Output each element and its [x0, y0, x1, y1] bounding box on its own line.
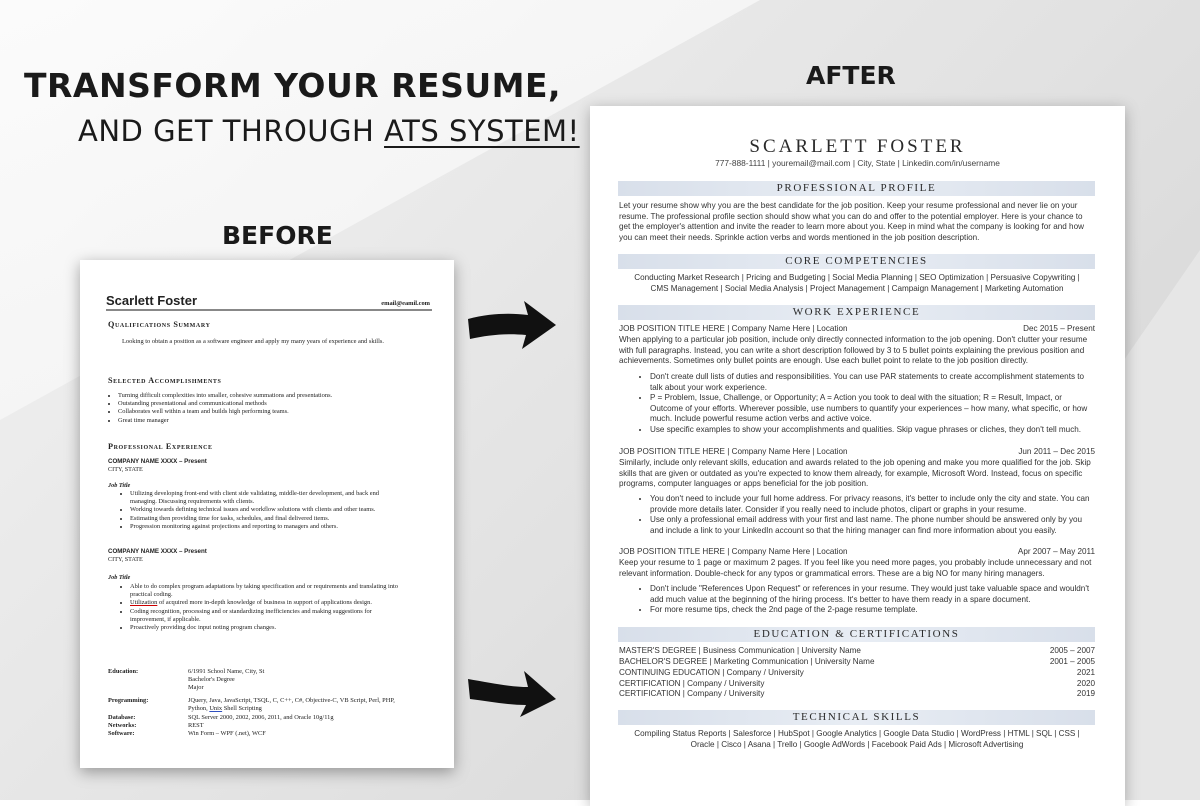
list-item: • Progression monitoring against projections and reporting to managers and others. [130, 523, 404, 531]
after-skills-heading: TECHNICAL SKILLS [618, 710, 1095, 725]
before-networks-row: Networks: REST [108, 722, 204, 729]
list-item: • Estimating then providing time for tasks, schedules, and final delivered items. [130, 515, 404, 523]
list-item: CERTIFICATION | Company / University 2020 [619, 679, 1095, 688]
list-item: MASTER'S DEGREE | Business Communication | University Name 2005 – 2007 [619, 646, 1095, 655]
list-item: • Utilization of acquired more in-depth knowledge of business in support of applications design. [130, 599, 404, 607]
after-label: AFTER [806, 61, 896, 90]
before-job2-bullets [116, 583, 404, 632]
list-item: • For more resume tips, check the 2nd page of the 2-page resume template. [650, 605, 1095, 616]
before-name: Scarlett Foster [106, 293, 198, 308]
before-job2-city: CITY, STATE [108, 556, 143, 563]
right-arrow-icon [466, 295, 558, 355]
headline-line2 [78, 114, 580, 148]
before-job1-city: CITY, STATE [108, 466, 143, 473]
before-programming-line2: Python, Unix Shell Scripting [188, 705, 262, 713]
list-item: • Use specific examples to show your accomplishments and qualities. Skip vague phrases or cliches, they don't tell much. [650, 425, 1095, 436]
after-job3-dates: Apr 2007 – May 2011 [1017, 547, 1095, 556]
list-item: • Don't include "References Upon Request" or references in your resume. They would just take valuable space and wouldn't add much value at the beginning of the hiring process. It's better to have them ready in a spare document. [650, 584, 1095, 605]
before-label: BEFORE [222, 221, 333, 250]
list-item: • Turning difficult complexities into smaller, cohesive summations and presentations. [118, 392, 414, 400]
after-competencies-line2: CMS Management | Social Media Analysis | Project Management | Campaign Management | Marketing Automation [650, 284, 1064, 293]
before-qualifications-text: Looking to obtain a position as a software engineer and apply my many years of experience and skills. [122, 338, 384, 345]
after-skills-line2: Oracle | Cisco | Asana | Trello | Google AdWords | Facebook Paid Ads | Microsoft Advertising [690, 740, 1024, 749]
before-job2-title: Job Title [108, 574, 131, 581]
list-item: CERTIFICATION | Company / University 2019 [619, 689, 1095, 698]
list-item: CONTINUING EDUCATION | Company / University 2021 [619, 668, 1095, 677]
before-education-row [108, 668, 434, 693]
after-job3-bullets [636, 584, 1095, 616]
headline-line2-prefix: AND GET THROUGH [78, 114, 385, 148]
before-job1-bullets [116, 490, 404, 531]
after-job2-header: JOB POSITION TITLE HERE | Company Name Here | Location Jun 2011 – Dec 2015 [619, 447, 1095, 456]
before-software-row: Software: Win Form – WPF (.net), WCF [108, 730, 266, 737]
before-education-line1: 6/1991 School Name, City, St [188, 668, 265, 675]
after-education-heading: EDUCATION & CERTIFICATIONS [618, 627, 1095, 642]
after-profile-text: Let your resume show why you are the best candidate for the job position. Keep your resume professional and never lie on your resume. The professional profile section should show what you can do and offer to the potential employer. Here is your chance to get the employer's attention and invite the reader to learn more about you. Keep in mind what the company is looking for and how you can meet their needs. Sprinkle action verbs and words mentioned in the job position description. [619, 201, 1084, 242]
before-education-key: Education: [108, 668, 139, 675]
after-job1-desc: When applying to a particular job position, include only directly connected information to the job opening. Don't clutter your resume with full paragraphs. Instead, you can write a short description followed by 3 to 5 bullet points explaining the previous position and achievements. Sometimes only bullet points are enough. Use each bullet point to relate to the job position directly. [619, 335, 1088, 366]
before-resume [80, 260, 454, 768]
list-item: • Proactively providing doc input noting program changes. [130, 624, 404, 632]
after-job1-bullets [636, 372, 1095, 436]
after-profile-heading: PROFESSIONAL PROFILE [618, 181, 1095, 196]
list-item: • Able to do complex program adaptations by taking specification and or requirements and translating into practical coding. [130, 583, 404, 599]
before-education-line2: Bachelor's Degree [188, 676, 235, 684]
before-qualifications-heading: Qualifications Summary [108, 320, 211, 329]
before-email: email@eamil.com [381, 300, 430, 307]
list-item: • Great time manager [118, 417, 414, 425]
headline-line2-underlined: ATS SYSTEM! [384, 114, 580, 148]
before-programming-row [108, 697, 434, 713]
after-experience-heading: WORK EXPERIENCE [618, 305, 1095, 320]
before-accomplishments-heading: Selected Accomplishments [108, 376, 222, 385]
list-item: • Collaborates well within a team and builds high performing teams. [118, 408, 414, 416]
list-item: • Coding recognition, processing and or standardizing inefficiencies and making suggestions for improvement, if applicable. [130, 608, 404, 624]
after-job3-desc: Keep your resume to 1 page or maximum 2 pages. If you feel like you need more pages, you probably include unnecessary and not relevant information. Double-check for any typos or grammatical errors. These are a big NO for many hiring managers. [619, 558, 1092, 578]
after-job2-dates: Jun 2011 – Dec 2015 [1018, 447, 1095, 456]
before-programming-key: Programming: [108, 697, 149, 704]
list-item: BACHELOR'S DEGREE | Marketing Communication | University Name 2001 – 2005 [619, 657, 1095, 666]
before-job1-title: Job Title [108, 482, 131, 489]
before-job2-company: COMPANY NAME XXXX – Present [108, 548, 207, 555]
after-competencies-heading: CORE COMPETENCIES [618, 254, 1095, 269]
list-item: • P = Problem, Issue, Challenge, or Opportunity; A = Action you took to deal with the situation; R = Result, Impact, or Outcome of your efforts. Wherever possible, use numbers to quantify your experiences – how many, what specific, or how much. Include powerful resume action verbs and active voice. [650, 393, 1095, 425]
headline-line1: TRANSFORM YOUR RESUME, [24, 66, 562, 105]
after-competencies-line1: Conducting Market Research | Pricing and Budgeting | Social Media Planning | SEO Optimization | Persuasive Copywriting | [634, 273, 1080, 282]
before-divider [106, 309, 432, 311]
after-resume [590, 106, 1125, 806]
after-skills-line1: Compiling Status Reports | Salesforce | HubSpot | Google Analytics | Google Data Studio | WordPress | HTML | SQL | CSS | [634, 729, 1080, 738]
right-arrow-icon [466, 665, 558, 725]
after-job2-bullets [636, 494, 1095, 536]
after-job3-header: JOB POSITION TITLE HERE | Company Name Here | Location Apr 2007 – May 2011 [619, 547, 1095, 556]
list-item: • Utilizing developing front-end with client side validating, middle-tier development, and back end managing. Discussing requirements with clients. [130, 490, 404, 506]
after-job2-desc: Similarly, include only relevant skills, education and awards related to the job opening and make you more qualified for the job. Skip skills that are given or outdated as you're expected to know them already, for example, Microsoft Word. Instead, focus on specific programs, computer languages or apps beneficial for the job position. [619, 458, 1091, 489]
list-item: • Don't create dull lists of duties and responsibilities. You can use PAR statements to create accomplishment statements to talk about your work experience. [650, 372, 1095, 393]
after-name: SCARLETT FOSTER [749, 136, 966, 157]
before-education-line3: Major [188, 684, 204, 692]
after-job1-header: JOB POSITION TITLE HERE | Company Name Here | Location Dec 2015 – Present [619, 324, 1095, 333]
list-item: • Outstanding presentational and communicational methods [118, 400, 414, 408]
after-job1-dates: Dec 2015 – Present [1023, 324, 1095, 333]
before-accomplishments-list [104, 392, 414, 425]
before-programming-line1: JQuery, Java, JavaScript, TSQL, C, C++, C#, Objective-C, VB Script, Perl, PHP, [188, 697, 395, 704]
list-item: • Working towards defining technical issues and workflow solutions with clients and other teams. [130, 506, 404, 514]
before-database-row: Database: SQL Server 2000, 2002, 2006, 2011, and Oracle 10g/11g [108, 714, 334, 721]
after-contact: 777-888-1111 | youremail@mail.com | City, State | Linkedin.com/in/username [715, 158, 1000, 168]
before-experience-heading: Professional Experience [108, 442, 213, 451]
list-item: • You don't need to include your full home address. For privacy reasons, it's better to include only the city and state. You can provide more details later. Consider if you really need to include photos, clipart or graphs in your resume. [650, 494, 1095, 515]
list-item: • Use only a professional email address with your first and last name. The phone number should be answered only by you and include a link to your LinkedIn account so that the hiring manager can find more information about you easily. [650, 515, 1095, 536]
before-job1-company: COMPANY NAME XXXX – Present [108, 458, 207, 465]
